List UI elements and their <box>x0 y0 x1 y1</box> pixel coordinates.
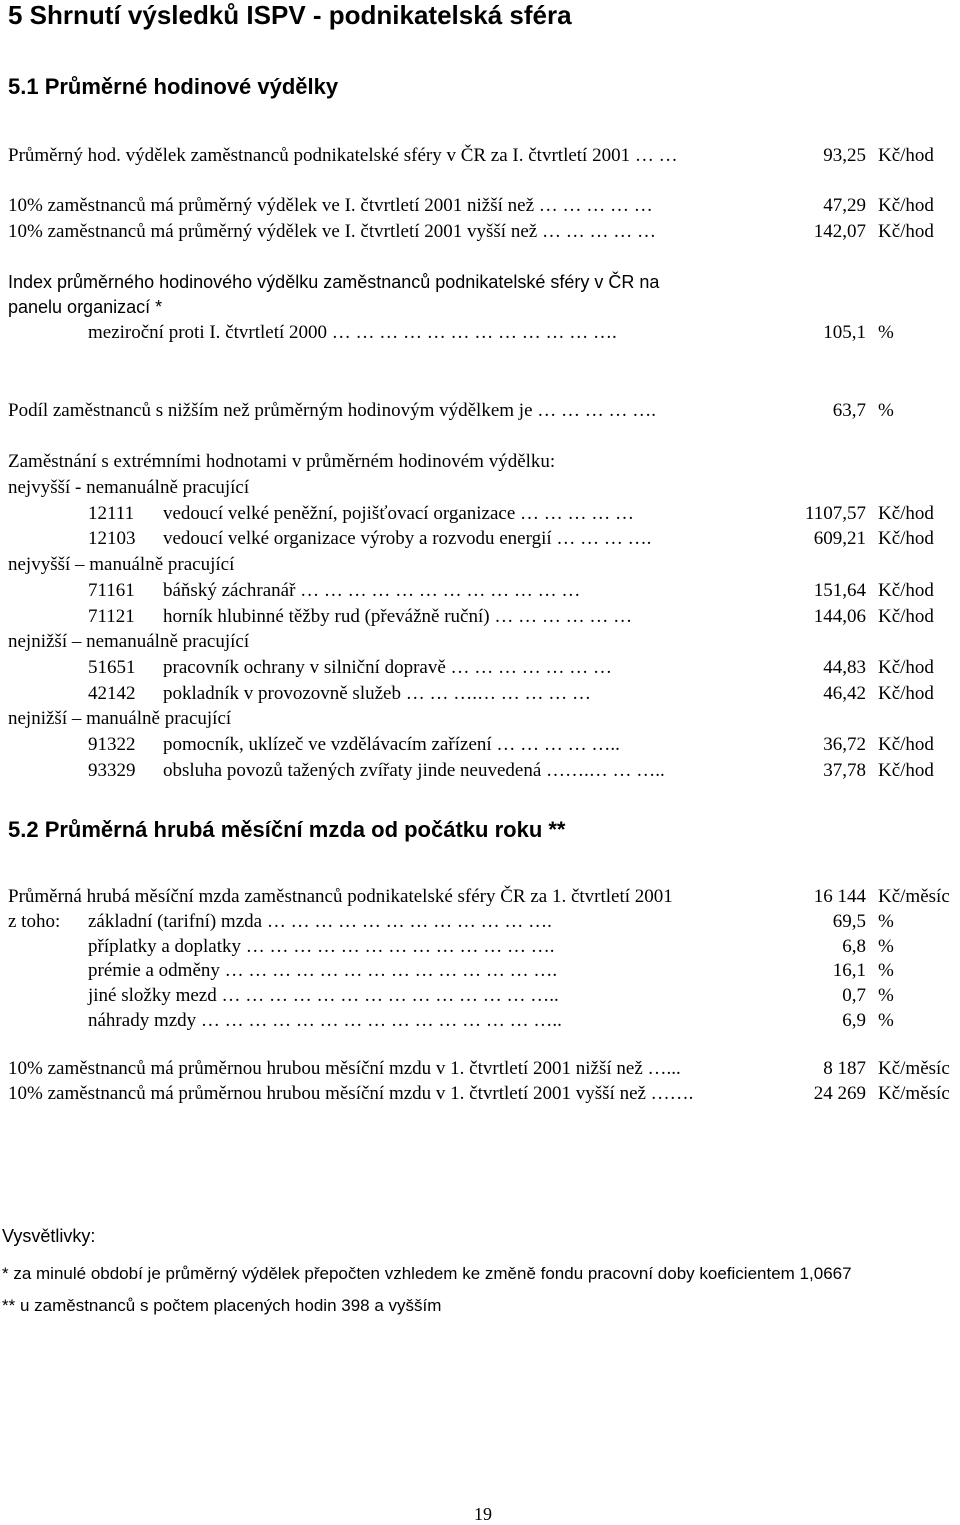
low10-monthly-unit: Kč/měsíc <box>878 1058 950 1079</box>
occupation-code: 42142 <box>88 683 136 704</box>
occupation-value: 44,83 <box>823 657 866 678</box>
high10-monthly-label: 10% zaměstnanců má průměrnou hrubou měsíční mzdu v 1. čtvrtletí 2001 vyšší než ……. <box>8 1083 694 1104</box>
index-yoy-label: meziroční proti I. čtvrtletí 2000 … … … … … … … … … … … …. <box>88 322 617 343</box>
occupation-unit: Kč/hod <box>878 657 934 678</box>
component-value: 6,9 <box>842 1010 866 1031</box>
avg-monthly-label: Průměrná hrubá měsíční mzda zaměstnanců podnikatelské sféry ČR za 1. čtvrtletí 2001 <box>8 886 673 907</box>
low10-monthly-value: 8 187 <box>823 1058 866 1079</box>
index-heading-line2: panelu organizací * <box>8 297 163 317</box>
low10-hourly-unit: Kč/hod <box>878 195 934 216</box>
section-heading-5-2: 5.2 Průměrná hrubá měsíční mzda od počátku roku ** <box>8 817 566 842</box>
high10-monthly-unit: Kč/měsíc <box>878 1083 950 1104</box>
occupation-code: 12103 <box>88 528 136 549</box>
occupation-value: 1107,57 <box>804 503 866 524</box>
high10-hourly-value: 142,07 <box>813 221 866 242</box>
share-below-avg-unit: % <box>878 400 894 421</box>
occupation-label: pomocník, uklízeč ve vzdělávacím zařízení … … … … ….. <box>163 734 620 755</box>
component-label: jiné složky mezd … … … … … … … … … … … … … ….. <box>88 985 559 1006</box>
avg-monthly-value: 16 144 <box>813 886 866 907</box>
high10-hourly-label: 10% zaměstnanců má průměrný výdělek ve I. čtvrtletí 2001 vyšší než … … … … … <box>8 221 656 242</box>
occupation-value: 144,06 <box>813 606 866 627</box>
occupation-label: pracovník ochrany v silniční dopravě … … … … … … … <box>163 657 613 678</box>
occupation-label: horník hlubinné těžby rud (převážně ruční) … … … … … … <box>163 606 633 627</box>
group-title: nejnižší – nemanuálně pracující <box>8 631 250 652</box>
avg-hourly-label: Průměrný hod. výdělek zaměstnanců podnikatelské sféry v ČR za I. čtvrtletí 2001 … … <box>8 145 678 166</box>
occupation-value: 46,42 <box>823 683 866 704</box>
occupation-value: 36,72 <box>823 734 866 755</box>
occupation-label: obsluha povozů tažených zvířaty jinde neuvedená …….… … ….. <box>163 760 665 781</box>
low10-hourly-value: 47,29 <box>823 195 866 216</box>
share-below-avg-value: 63,7 <box>832 400 866 421</box>
page-title: 5 Shrnutí výsledků ISPV - podnikatelská sféra <box>8 0 572 30</box>
occupation-label: báňský záchranář … … … … … … … … … … … … <box>163 580 581 601</box>
occupation-code: 71161 <box>88 580 135 601</box>
high10-monthly-value: 24 269 <box>813 1083 866 1104</box>
occupation-unit: Kč/hod <box>878 734 934 755</box>
occupation-unit: Kč/hod <box>878 606 934 627</box>
occupation-value: 37,78 <box>823 760 866 781</box>
occupation-unit: Kč/hod <box>878 760 934 781</box>
component-unit: % <box>878 960 894 981</box>
share-below-avg-label: Podíl zaměstnanců s nižším než průměrným hodinovým výdělkem je … … … … …. <box>8 400 657 421</box>
avg-hourly-value: 93,25 <box>823 145 866 166</box>
component-value: 0,7 <box>842 985 866 1006</box>
occupation-label: vedoucí velké peněžní, pojišťovací organizace … … … … … <box>163 503 635 524</box>
occupation-label: vedoucí velké organizace výroby a rozvodu energií … … … …. <box>163 528 652 549</box>
page-number: 19 <box>474 1504 492 1524</box>
component-unit: % <box>878 911 894 932</box>
group-title: nejnižší – manuálně pracující <box>8 708 232 729</box>
high10-hourly-unit: Kč/hod <box>878 221 934 242</box>
occupation-unit: Kč/hod <box>878 528 934 549</box>
component-label: základní (tarifní) mzda … … … … … … … … … … … …. <box>88 911 552 932</box>
occupation-unit: Kč/hod <box>878 580 934 601</box>
low10-monthly-label: 10% zaměstnanců má průměrnou hrubou měsíční mzdu v 1. čtvrtletí 2001 nižší než …... <box>8 1058 681 1079</box>
component-label: náhrady mzdy … … … … … … … … … … … … … … ….. <box>88 1010 562 1031</box>
component-value: 6,8 <box>842 936 866 957</box>
low10-hourly-label: 10% zaměstnanců má průměrný výdělek ve I. čtvrtletí 2001 nižší než … … … … … <box>8 195 653 216</box>
component-label: prémie a odměny … … … … … … … … … … … … … …. <box>88 960 558 981</box>
group-title: nejvyšší – manuálně pracující <box>8 554 235 575</box>
component-value: 16,1 <box>832 960 866 981</box>
occupation-code: 93329 <box>88 760 136 781</box>
component-unit: % <box>878 936 894 957</box>
index-yoy-value: 105,1 <box>823 322 866 343</box>
footnote-2: ** u zaměstnanců s počtem placených hodin 398 a vyšším <box>2 1296 442 1315</box>
extremes-heading: Zaměstnání s extrémními hodnotami v průměrném hodinovém výdělku: <box>8 451 556 472</box>
occupation-code: 91322 <box>88 734 136 755</box>
notes-heading: Vysvětlivky: <box>2 1226 96 1246</box>
z-toho-label: z toho: <box>8 911 61 932</box>
occupation-unit: Kč/hod <box>878 683 934 704</box>
component-unit: % <box>878 1010 894 1031</box>
component-value: 69,5 <box>832 911 866 932</box>
avg-monthly-unit: Kč/měsíc <box>878 886 950 907</box>
occupation-code: 51651 <box>88 657 136 678</box>
avg-hourly-unit: Kč/hod <box>878 145 934 166</box>
occupation-value: 151,64 <box>813 580 866 601</box>
occupation-value: 609,21 <box>813 528 866 549</box>
index-heading-line1: Index průměrného hodinového výdělku zaměstnanců podnikatelské sféry v ČR na <box>8 272 660 292</box>
occupation-code: 12111 <box>88 503 135 524</box>
index-yoy-unit: % <box>878 322 894 343</box>
occupation-label: pokladník v provozovně služeb … … ….… … … … … <box>163 683 591 704</box>
footnote-1: * za minulé období je průměrný výdělek přepočten vzhledem ke změně fondu pracovní doby koeficientem 1,0667 <box>2 1264 852 1283</box>
component-unit: % <box>878 985 894 1006</box>
occupation-unit: Kč/hod <box>878 503 934 524</box>
component-label: příplatky a doplatky … … … … … … … … … … … … …. <box>88 936 555 957</box>
occupation-code: 71121 <box>88 606 135 627</box>
group-title: nejvyšší - nemanuálně pracující <box>8 477 250 498</box>
section-heading-5-1: 5.1 Průměrné hodinové výdělky <box>8 74 339 99</box>
